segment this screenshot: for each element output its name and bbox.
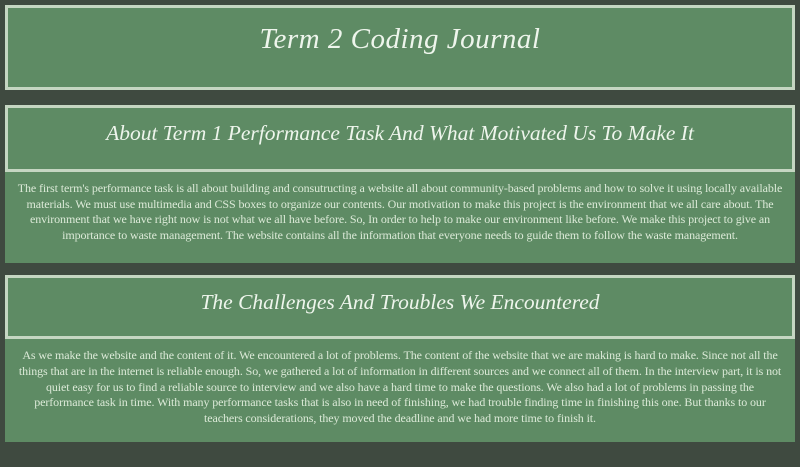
page-title-box (5, 5, 795, 90)
section-heading: About Term 1 Performance Task And What Motivated Us To Make It (106, 121, 694, 145)
section-about-term1 (5, 105, 795, 263)
section-challenges (5, 275, 795, 442)
section-body-text: As we make the website and the content of it. We encountered a lot of problems. The content of the website that we are making is hard to make. Since not all the things that are in the internet is reliable enough. So, we gathered a lot of information in different sources and we connect all of them. In the interview part, it is not quiet easy for us to find a reliable source to interview and we also have a hard time to make the questions. We also had a lot of problems in passing the performance task in time. With many performance tasks that is also in need of finishing, we had trouble finding time in finishing this one. But thanks to our teachers considerations, they moved the deadline and we had more time to finish it. (5, 339, 795, 442)
section-heading-box (5, 105, 795, 172)
section-body-text: The first term's performance task is all about building and consutructing a website all about community-based problems and how to solve it using locally available materials. We must use multimedia and CSS boxes to organize our contents. Our motivation to make this project is the environment that we all care about. The environment that we have right now is not what we all have before. So, In order to help to make our environment like before. We make this project to give an importance to waste management. The website contains all the information that everyone needs to guide them to follow the waste management. (5, 172, 795, 263)
section-heading-box (5, 275, 795, 339)
page-title: Term 2 Coding Journal (259, 23, 541, 55)
section-heading: The Challenges And Troubles We Encountered (200, 290, 600, 315)
